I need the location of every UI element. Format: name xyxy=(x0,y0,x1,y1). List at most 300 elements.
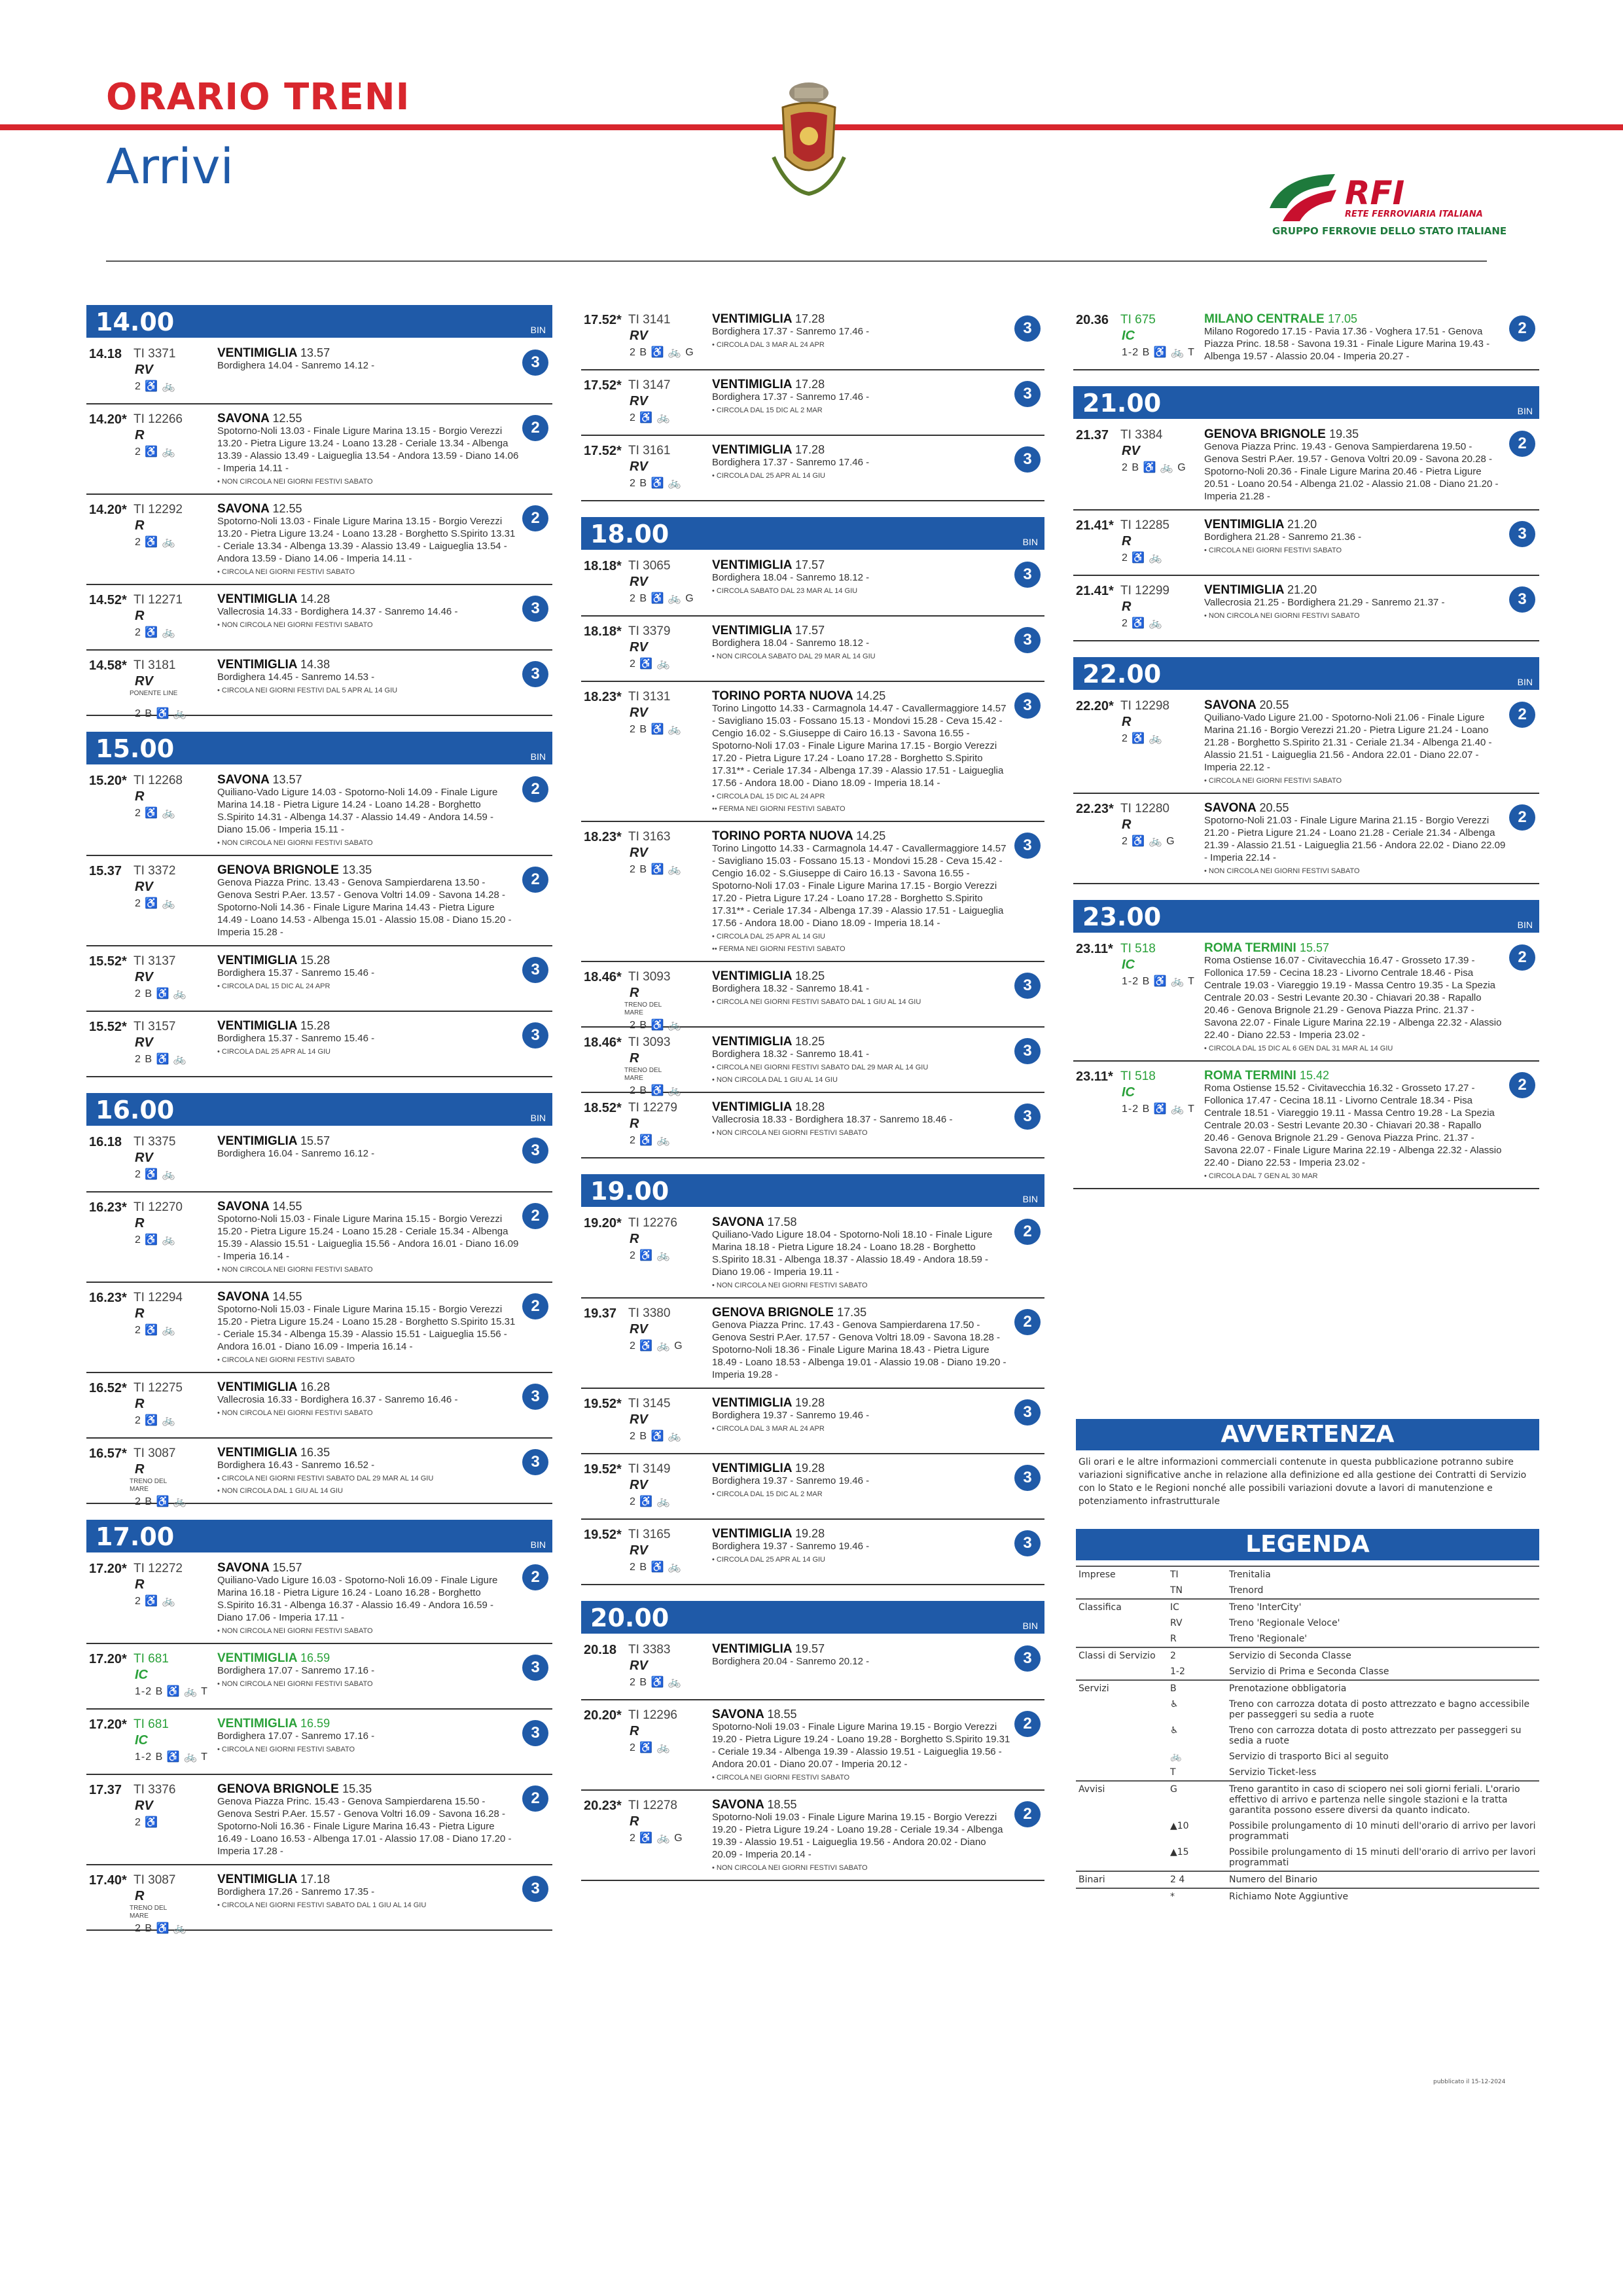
origin-station: VENTIMIGLIA 14.28 xyxy=(217,592,330,606)
platform-badge: 2 xyxy=(522,867,548,893)
origin-time: 19.28 xyxy=(795,1396,825,1409)
circulation-note: • NON CIRCOLA NEI GIORNI FESTIVI SABATO xyxy=(1204,612,1360,620)
train-row xyxy=(581,1208,1044,1299)
train-class-icon: R xyxy=(135,1577,145,1592)
train-number: TI 3384 xyxy=(1120,428,1163,442)
train-row xyxy=(86,856,552,946)
arrival-time: 18.46* xyxy=(584,970,622,984)
origin-time: 14.25 xyxy=(856,829,886,842)
origin-time: 20.55 xyxy=(1259,698,1289,711)
train-class-icon: R xyxy=(135,1306,145,1321)
train-class-icon: RV xyxy=(1122,444,1140,458)
train-class-icon: R xyxy=(1122,817,1132,832)
train-number: TI 681 xyxy=(134,1652,169,1666)
origin-station: VENTIMIGLIA 17.57 xyxy=(712,558,825,572)
service-icons: 2 B ♿ 🚲 xyxy=(135,1496,187,1507)
hour-label: 20.00 xyxy=(590,1604,669,1632)
origin-time: 17.57 xyxy=(795,558,825,571)
train-class-icon: RV xyxy=(630,329,648,343)
hour-label: 23.00 xyxy=(1082,903,1162,931)
intermediate-stops: Spotorno-Noli 13.03 - Finale Ligure Marina 13.15 - Borgio Verezzi 13.20 - Pietra Ligure 13.24 - Loano 13.28 - Borghetto S.Spirito 13.31 - Ceriale 13.34 - Albenga 13.39 - Alassio 13.49 - Laigueglia 13.54 - Andora 13.59 - Diano 14.06 - Imperia 14.11 - xyxy=(217,516,516,564)
intermediate-stops: Bordighera 21.28 - Sanremo 21.36 - xyxy=(1204,531,1362,543)
train-number: TI 3065 xyxy=(628,559,671,573)
train-details xyxy=(712,1216,1012,1291)
arrival-time: 16.18 xyxy=(89,1135,122,1149)
train-details xyxy=(712,378,1012,416)
origin-station: VENTIMIGLIA 17.28 xyxy=(712,443,825,457)
legenda-symbol: T xyxy=(1170,1767,1176,1778)
arrival-time: 14.52* xyxy=(89,593,127,607)
circulation-note: • CIRCOLA DAL 7 GEN AL 30 MAR xyxy=(1204,1172,1318,1180)
arrival-time: 19.52* xyxy=(584,1528,622,1542)
intermediate-stops: Genova Piazza Princ. 13.43 - Genova Sampierdarena 13.50 - Genova Sestri P.Aer. 13.57 - Genova Voltri 14.09 - Savona 14.28 - Spotorno-Noli 14.36 - Finale Ligure Marina 14.43 - Pietra Ligure 14.49 - Loano 14.53 - Albenga 15.01 - Alassio 15.08 - Diano 15.20 - Imperia 15.28 - xyxy=(217,877,512,938)
intermediate-stops: Bordighera 17.07 - Sanremo 17.16 - xyxy=(217,1731,375,1742)
train-number: TI 12276 xyxy=(628,1216,677,1230)
train-details xyxy=(1204,1069,1507,1181)
origin-station: VENTIMIGLIA 16.35 xyxy=(217,1446,330,1460)
arrival-time: 17.52* xyxy=(584,378,622,393)
origin-station: VENTIMIGLIA 13.57 xyxy=(217,346,330,360)
intermediate-stops: Bordighera 16.43 - Sanremo 16.52 - xyxy=(217,1460,375,1471)
arrival-time: 17.20* xyxy=(89,1717,127,1732)
platform-badge: 3 xyxy=(1509,586,1535,613)
circulation-note: • NON CIRCOLA NEI GIORNI FESTIVI SABATO xyxy=(217,1266,373,1274)
train-number: TI 12292 xyxy=(134,503,183,516)
legenda-description: Possibile prolungamento di 15 minuti dell'orario di arrivo per lavori programmati xyxy=(1229,1847,1536,1868)
train-row xyxy=(86,1554,552,1644)
bin-header: BIN xyxy=(530,1539,546,1550)
intermediate-stops: Bordighera 15.37 - Sanremo 15.46 - xyxy=(217,1033,375,1044)
arrival-time: 14.20* xyxy=(89,503,127,517)
train-number: TI 3161 xyxy=(628,444,671,457)
origin-time: 17.57 xyxy=(795,624,825,637)
arrival-time: 17.52* xyxy=(584,444,622,458)
arrival-time: 20.23* xyxy=(584,1799,622,1813)
train-details xyxy=(217,1020,520,1057)
train-name: PONENTE LINE xyxy=(130,690,178,697)
intermediate-stops: Bordighera 17.26 - Sanremo 17.35 - xyxy=(217,1886,375,1897)
train-number: TI 3165 xyxy=(628,1528,671,1541)
intermediate-stops: Bordighera 17.07 - Sanremo 17.16 - xyxy=(217,1665,375,1676)
origin-station: VENTIMIGLIA 16.59 xyxy=(217,1717,330,1731)
platform-badge: 3 xyxy=(1014,562,1041,588)
platform-badge: 3 xyxy=(1014,315,1041,342)
circulation-note: • NON CIRCOLA NEI GIORNI FESTIVI SABATO xyxy=(712,1282,868,1289)
circulation-note: • CIRCOLA NEI GIORNI FESTIVI SABATO xyxy=(712,1774,850,1782)
origin-station: SAVONA 17.58 xyxy=(712,1215,797,1229)
platform-badge: 2 xyxy=(522,415,548,441)
origin-time: 14.28 xyxy=(300,592,330,605)
municipal-crest-icon xyxy=(768,79,849,199)
train-details xyxy=(217,658,520,696)
platform-badge: 3 xyxy=(1014,1103,1041,1130)
train-class-icon: RV xyxy=(630,459,648,474)
train-details xyxy=(712,1708,1012,1783)
train-name: TRENO DEL MARE xyxy=(130,1478,167,1493)
train-class-icon: RV xyxy=(135,1799,153,1813)
train-class-icon: R xyxy=(630,986,639,1000)
circulation-note: • NON CIRCOLA DAL 1 GIU AL 14 GIU xyxy=(712,1076,838,1084)
header-rule xyxy=(106,260,1487,262)
origin-time: 15.57 xyxy=(1300,941,1330,954)
origin-station: SAVONA 18.55 xyxy=(712,1798,797,1812)
service-icons: 2 ♿ 🚲 xyxy=(135,446,176,457)
train-number: TI 12278 xyxy=(628,1799,677,1812)
train-class-icon: IC xyxy=(135,1733,148,1748)
service-icons: 2 ♿ 🚲 xyxy=(135,1325,176,1336)
legenda-description: Treno 'InterCity' xyxy=(1226,1599,1539,1615)
train-details xyxy=(712,444,1012,481)
train-row xyxy=(581,682,1044,822)
service-icons: 2 B ♿ 🚲 xyxy=(630,724,682,735)
train-number: TI 12271 xyxy=(134,593,183,607)
origin-time: 14.25 xyxy=(856,689,886,702)
arrival-time: 17.20* xyxy=(89,1562,127,1576)
origin-time: 18.55 xyxy=(767,1798,797,1811)
origin-station: VENTIMIGLIA 17.28 xyxy=(712,312,825,326)
origin-time: 14.55 xyxy=(272,1290,302,1303)
service-icons: 2 ♿ 🚲 xyxy=(135,381,176,392)
legenda-description: Trenitalia xyxy=(1226,1566,1539,1583)
origin-time: 17.28 xyxy=(795,312,825,325)
train-class-icon: RV xyxy=(135,880,153,894)
train-name: TRENO DEL MARE xyxy=(624,1067,662,1082)
legenda-row xyxy=(1076,1888,1539,1905)
origin-station: VENTIMIGLIA 19.28 xyxy=(712,1462,825,1475)
bin-header: BIN xyxy=(530,325,546,335)
legenda-row xyxy=(1076,1696,1539,1723)
hour-band xyxy=(581,1601,1044,1635)
intermediate-stops: Bordighera 18.04 - Sanremo 18.12 - xyxy=(712,572,870,583)
intermediate-stops: Bordighera 17.37 - Sanremo 17.46 - xyxy=(712,457,870,468)
legenda-group xyxy=(1076,1888,1168,1905)
train-row xyxy=(1073,420,1539,511)
circulation-note: • NON CIRCOLA NEI GIORNI FESTIVI SABATO xyxy=(217,621,373,629)
train-row xyxy=(581,1028,1044,1096)
train-class-icon: RV xyxy=(135,674,153,689)
train-details xyxy=(217,1652,520,1689)
origin-station: SAVONA 13.57 xyxy=(217,773,302,787)
train-row xyxy=(581,617,1044,682)
legenda-symbol: 🚲 xyxy=(1170,1751,1182,1762)
train-row xyxy=(1073,691,1539,794)
origin-station: VENTIMIGLIA 18.28 xyxy=(712,1100,825,1114)
train-details xyxy=(217,1381,520,1418)
service-icons: 1-2 B ♿ 🚲 T xyxy=(135,1751,208,1763)
intermediate-stops: Bordighera 19.37 - Sanremo 19.46 - xyxy=(712,1410,870,1421)
train-details xyxy=(712,1643,1012,1668)
intermediate-stops: Quiliano-Vado Ligure 18.04 - Spotorno-Noli 18.10 - Finale Ligure Marina 18.18 - Pietra Ligure 18.24 - Loano 18.28 - Borghetto S.Spirito 18.31 - Albenga 18.37 - Alassio 18.49 - Andora 18.59 - Diano 19.06 - Imperia 19.11 - xyxy=(712,1229,993,1278)
platform-badge: 3 xyxy=(1014,973,1041,999)
train-class-icon: R xyxy=(630,1232,639,1246)
legenda-symbol: RV xyxy=(1170,1618,1183,1628)
train-number: TI 3131 xyxy=(628,690,671,704)
train-details xyxy=(1204,942,1507,1054)
train-class-icon: RV xyxy=(135,970,153,984)
circulation-note: • CIRCOLA DAL 25 APR AL 14 GIU xyxy=(712,472,826,480)
origin-time: 16.59 xyxy=(300,1651,330,1664)
service-icons: 2 B ♿ 🚲 xyxy=(630,1020,682,1031)
origin-station: VENTIMIGLIA 17.28 xyxy=(712,378,825,391)
service-icons: 2 B ♿ 🚲 xyxy=(135,708,187,719)
platform-badge: 3 xyxy=(522,1138,548,1164)
arrival-time: 19.20* xyxy=(584,1216,622,1230)
avvertenza-box xyxy=(1076,1419,1539,1513)
hour-band xyxy=(86,1093,552,1127)
circulation-note: • CIRCOLA DAL 15 DIC AL 6 GEN DAL 31 MAR AL 14 GIU xyxy=(1204,1045,1393,1052)
train-row xyxy=(86,1644,552,1710)
platform-badge: 3 xyxy=(522,1384,548,1410)
service-icons: 1-2 B ♿ 🚲 T xyxy=(135,1686,208,1697)
circulation-note: • NON CIRCOLA SABATO DAL 29 MAR AL 14 GIU xyxy=(712,653,876,660)
train-class-icon: R xyxy=(135,1216,145,1230)
intermediate-stops: Bordighera 18.32 - Sanremo 18.41 - xyxy=(712,983,870,994)
origin-time: 13.57 xyxy=(300,346,330,359)
service-icons: 2 B ♿ 🚲 xyxy=(630,478,682,489)
service-icons: 1-2 B ♿ 🚲 T xyxy=(1122,347,1195,358)
hour-band xyxy=(1073,657,1539,691)
train-class-icon: R xyxy=(630,1724,639,1738)
origin-time: 12.55 xyxy=(272,502,302,515)
legenda-group: Binari xyxy=(1076,1871,1168,1888)
service-icons: 1-2 B ♿ 🚲 T xyxy=(1122,976,1195,987)
arrival-time: 17.37 xyxy=(89,1783,122,1797)
legenda-row xyxy=(1076,1723,1539,1749)
arrival-time: 21.37 xyxy=(1076,428,1109,442)
origin-station: SAVONA 12.55 xyxy=(217,502,302,516)
circulation-note: • CIRCOLA DAL 25 APR AL 14 GIU xyxy=(217,1048,331,1056)
intermediate-stops: Genova Piazza Princ. 17.43 - Genova Sampierdarena 17.50 - Genova Sestri P.Aer. 17.57 - Genova Voltri 18.09 - Savona 18.28 - Spotorno-Noli 18.36 - Finale Ligure Marina 18.43 - Pietra Ligure 18.49 - Loano 18.53 - Albenga 19.01 - Alassio 19.08 - Diano 19.20 - Imperia 19.28 - xyxy=(712,1319,1007,1380)
train-row xyxy=(86,766,552,856)
train-number: TI 3141 xyxy=(628,313,671,327)
service-icons: 2 ♿ 🚲 G xyxy=(1122,836,1175,847)
train-number: TI 675 xyxy=(1120,313,1156,327)
circulation-note: • CIRCOLA NEI GIORNI FESTIVI SABATO DAL 1 GIU AL 14 GIU xyxy=(217,1901,427,1909)
bin-header: BIN xyxy=(1022,1194,1038,1204)
platform-badge: 2 xyxy=(1014,1309,1041,1335)
train-class-icon: RV xyxy=(630,1412,648,1427)
hour-label: 17.00 xyxy=(96,1522,175,1551)
intermediate-stops: Vallecrosia 18.33 - Bordighera 18.37 - Sanremo 18.46 - xyxy=(712,1114,953,1125)
arrival-time: 22.20* xyxy=(1076,699,1114,713)
origin-station: VENTIMIGLIA 19.57 xyxy=(712,1642,825,1656)
train-row xyxy=(86,339,552,404)
arrival-time: 19.37 xyxy=(584,1306,617,1321)
circulation-note: • CIRCOLA DAL 25 APR AL 14 GIU xyxy=(712,933,826,941)
origin-station: TORINO PORTA NUOVA 14.25 xyxy=(712,689,886,703)
rfi-wordmark: RFI xyxy=(1345,174,1405,212)
service-icons: 2 ♿ 🚲 xyxy=(630,412,671,423)
service-icons: 2 ♿ 🚲 G xyxy=(630,1833,683,1844)
train-number: TI 3371 xyxy=(134,347,176,361)
hour-label: 22.00 xyxy=(1082,660,1162,689)
intermediate-stops: Torino Lingotto 14.33 - Carmagnola 14.47 - Cavallermaggiore 14.57 - Savigliano 15.03 - Fossano 15.13 - Mondovi 15.28 - Ceva 15.42 - Cengio 16.02 - S.Giuseppe di Cairo 16.13 - Savona 16.55 - Spotorno-Noli 17.03 - Finale Ligure Marina 17.15 - Borgio Verezzi 17.20 - Pietra Ligure 17.24 - Loano 17.28 - Borghetto S.Spirito 17.31** - Ceriale 17.34 - Albenga 17.39 - Alassio 17.51 - Laigueglia 17.56 - Andora 18.00 - Diano 18.09 - Imperia 18.14 - xyxy=(712,843,1007,929)
intermediate-stops: Genova Piazza Princ. 15.43 - Genova Sampierdarena 15.50 - Genova Sestri P.Aer. 15.57 - Genova Voltri 16.09 - Savona 16.28 - Spotorno-Noli 16.36 - Finale Ligure Marina 16.43 - Pietra Ligure 16.49 - Loano 16.53 - Albenga 17.01 - Alassio 17.08 - Diano 17.20 - Imperia 17.28 - xyxy=(217,1796,512,1857)
arrival-time: 20.36 xyxy=(1076,313,1109,327)
circulation-note: • CIRCOLA NEI GIORNI FESTIVI SABATO xyxy=(217,568,355,576)
train-class-icon: R xyxy=(1122,600,1132,614)
hour-band xyxy=(581,1174,1044,1208)
arrival-time: 22.23* xyxy=(1076,802,1114,816)
origin-station: SAVONA 20.55 xyxy=(1204,801,1289,815)
origin-time: 19.28 xyxy=(795,1527,825,1540)
origin-time: 17.58 xyxy=(767,1215,797,1229)
hour-band xyxy=(86,732,552,766)
origin-station: VENTIMIGLIA 21.20 xyxy=(1204,583,1317,597)
train-number: TI 12296 xyxy=(628,1708,677,1722)
legenda-row xyxy=(1076,1647,1539,1664)
arrival-time: 16.57* xyxy=(89,1446,127,1461)
hour-band xyxy=(581,517,1044,551)
train-class-icon: RV xyxy=(630,1543,648,1558)
platform-badge: 3 xyxy=(522,1720,548,1746)
origin-time: 12.55 xyxy=(272,412,302,425)
train-details xyxy=(1204,313,1507,363)
train-number: TI 12270 xyxy=(134,1200,183,1214)
train-row xyxy=(581,1454,1044,1520)
platform-badge: 3 xyxy=(1014,446,1041,473)
circulation-note: • NON CIRCOLA NEI GIORNI FESTIVI SABATO xyxy=(1204,867,1360,875)
service-icons: 2 ♿ xyxy=(135,1817,159,1828)
train-class-icon: R xyxy=(135,789,145,804)
legenda-symbol: ♿ xyxy=(1170,1699,1179,1710)
origin-time: 15.42 xyxy=(1300,1069,1330,1082)
intermediate-stops: Bordighera 17.37 - Sanremo 17.46 - xyxy=(712,326,870,337)
service-icons: 1-2 B ♿ 🚲 T xyxy=(1122,1103,1195,1115)
train-details xyxy=(712,1462,1012,1499)
train-class-icon: R xyxy=(135,1397,145,1411)
circulation-note: • NON CIRCOLA NEI GIORNI FESTIVI SABATO xyxy=(217,1627,373,1635)
arrival-time: 17.52* xyxy=(584,313,622,327)
legenda-description: Servizio di Seconda Classe xyxy=(1226,1647,1539,1664)
timetable-column-1 xyxy=(86,305,552,1934)
platform-badge: 3 xyxy=(1014,1465,1041,1491)
train-details xyxy=(1204,428,1507,503)
train-class-icon: RV xyxy=(630,1659,648,1673)
origin-time: 16.59 xyxy=(300,1717,330,1730)
train-number: TI 3157 xyxy=(134,1020,176,1033)
legenda-row xyxy=(1076,1615,1539,1631)
avvertenza-text: Gli orari e le altre informazioni commerciali contenute in questa pubblicazione potranno subire variazioni significative anche in relazione alla definizione ed alla gestione dei Contratti di Servizio con lo Stato e le Regioni nonché alle possibili variazioni dovute a lavori di manutenzione e potenziamento infrastrutturale xyxy=(1079,1457,1527,1507)
circulation-note: • CIRCOLA NEI GIORNI FESTIVI DAL 5 APR AL 14 GIU xyxy=(217,687,398,694)
intermediate-stops: Vallecrosia 21.25 - Bordighera 21.29 - Sanremo 21.37 - xyxy=(1204,597,1445,608)
circulation-note: • CIRCOLA NEI GIORNI FESTIVI SABATO DAL 29 MAR AL 14 GIU xyxy=(217,1475,434,1482)
arrival-time: 15.37 xyxy=(89,864,122,878)
legenda-symbol: TN xyxy=(1170,1585,1183,1596)
legenda-symbol: B xyxy=(1168,1680,1226,1696)
legenda-symbol: 2 xyxy=(1168,1647,1226,1664)
train-details xyxy=(217,1446,520,1496)
legenda-row xyxy=(1076,1566,1539,1583)
train-details xyxy=(217,1783,520,1857)
arrival-time: 18.46* xyxy=(584,1035,622,1050)
legenda-group xyxy=(1076,1583,1168,1599)
train-class-icon: R xyxy=(135,609,145,623)
service-icons: 2 B ♿ 🚲 xyxy=(135,1054,187,1065)
train-number: TI 12275 xyxy=(134,1381,183,1395)
arrival-time: 18.18* xyxy=(584,624,622,639)
train-row xyxy=(86,1012,552,1077)
legenda-row xyxy=(1076,1599,1539,1615)
arrival-time: 15.20* xyxy=(89,774,127,788)
train-class-icon: IC xyxy=(1122,958,1135,972)
origin-time: 19.57 xyxy=(795,1642,825,1655)
train-class-icon: RV xyxy=(630,706,648,720)
hour-band xyxy=(1073,900,1539,934)
origin-station: SAVONA 12.55 xyxy=(217,412,302,425)
platform-badge: 3 xyxy=(522,661,548,687)
circulation-note: • NON CIRCOLA NEI GIORNI FESTIVI SABATO xyxy=(712,1864,868,1872)
train-details xyxy=(217,864,520,939)
train-number: TI 518 xyxy=(1120,942,1156,956)
arrival-time: 14.20* xyxy=(89,412,127,427)
origin-station: GENOVA BRIGNOLE 13.35 xyxy=(217,863,372,877)
arrival-time: 23.11* xyxy=(1076,1069,1113,1084)
train-number: TI 12266 xyxy=(134,412,183,426)
train-row xyxy=(581,436,1044,501)
legenda-symbol: R xyxy=(1170,1634,1177,1644)
hour-label: 18.00 xyxy=(590,520,669,548)
train-class-icon: RV xyxy=(630,846,648,860)
train-row xyxy=(1073,934,1539,1062)
train-class-icon: R xyxy=(135,1462,145,1477)
legenda-description: Servizio di trasporto Bici al seguito xyxy=(1229,1751,1389,1762)
train-details xyxy=(712,1306,1012,1381)
train-row xyxy=(581,962,1044,1031)
origin-station: GENOVA BRIGNOLE 17.35 xyxy=(712,1306,867,1319)
platform-badge: 2 xyxy=(1014,1219,1041,1245)
train-row xyxy=(581,551,1044,617)
train-row xyxy=(1073,794,1539,884)
service-icons: 2 ♿ 🚲 xyxy=(135,808,176,819)
origin-time: 17.28 xyxy=(795,443,825,456)
legenda-group xyxy=(1076,1844,1168,1871)
service-icons: 2 ♿ 🚲 xyxy=(135,898,176,909)
circulation-note: • CIRCOLA NEI GIORNI FESTIVI SABATO DAL 29 MAR AL 14 GIU xyxy=(712,1064,929,1071)
origin-station: VENTIMIGLIA 21.20 xyxy=(1204,518,1317,531)
platform-badge: 3 xyxy=(1014,692,1041,719)
train-class-icon: RV xyxy=(135,363,153,377)
train-row xyxy=(1073,576,1539,641)
train-row xyxy=(581,1520,1044,1585)
origin-time: 13.35 xyxy=(342,863,372,876)
legenda-title: LEGENDA xyxy=(1076,1529,1539,1560)
bin-header: BIN xyxy=(530,751,546,762)
origin-time: 14.55 xyxy=(272,1200,302,1213)
train-class-icon: R xyxy=(1122,715,1132,729)
circulation-note: • CIRCOLA DAL 3 MAR AL 24 APR xyxy=(712,341,825,349)
origin-time: 14.38 xyxy=(300,658,330,671)
legenda-description: Servizio Ticket-less xyxy=(1229,1767,1317,1778)
origin-time: 18.25 xyxy=(795,1035,825,1048)
legenda-table xyxy=(1076,1566,1539,1905)
legenda-row xyxy=(1076,1664,1539,1680)
origin-time: 16.28 xyxy=(300,1380,330,1393)
platform-badge: 2 xyxy=(1509,1072,1535,1098)
train-details xyxy=(1204,584,1507,621)
circulation-note: • CIRCOLA DAL 15 DIC AL 2 MAR xyxy=(712,1490,823,1498)
arrival-time: 18.23* xyxy=(584,830,622,844)
legenda-symbol: ♿ xyxy=(1170,1725,1179,1736)
arrival-time: 23.11* xyxy=(1076,942,1113,956)
legenda-group xyxy=(1076,1723,1168,1749)
platform-badge: 2 xyxy=(1509,315,1535,342)
service-icons: 2 ♿ 🚲 xyxy=(630,1135,671,1146)
circulation-note: • CIRCOLA NEI GIORNI FESTIVI SABATO DAL 1 GIU AL 14 GIU xyxy=(712,998,921,1006)
train-number: TI 12279 xyxy=(628,1101,677,1115)
timetable-column-3 xyxy=(1073,305,1539,1189)
legenda-group xyxy=(1076,1818,1168,1844)
